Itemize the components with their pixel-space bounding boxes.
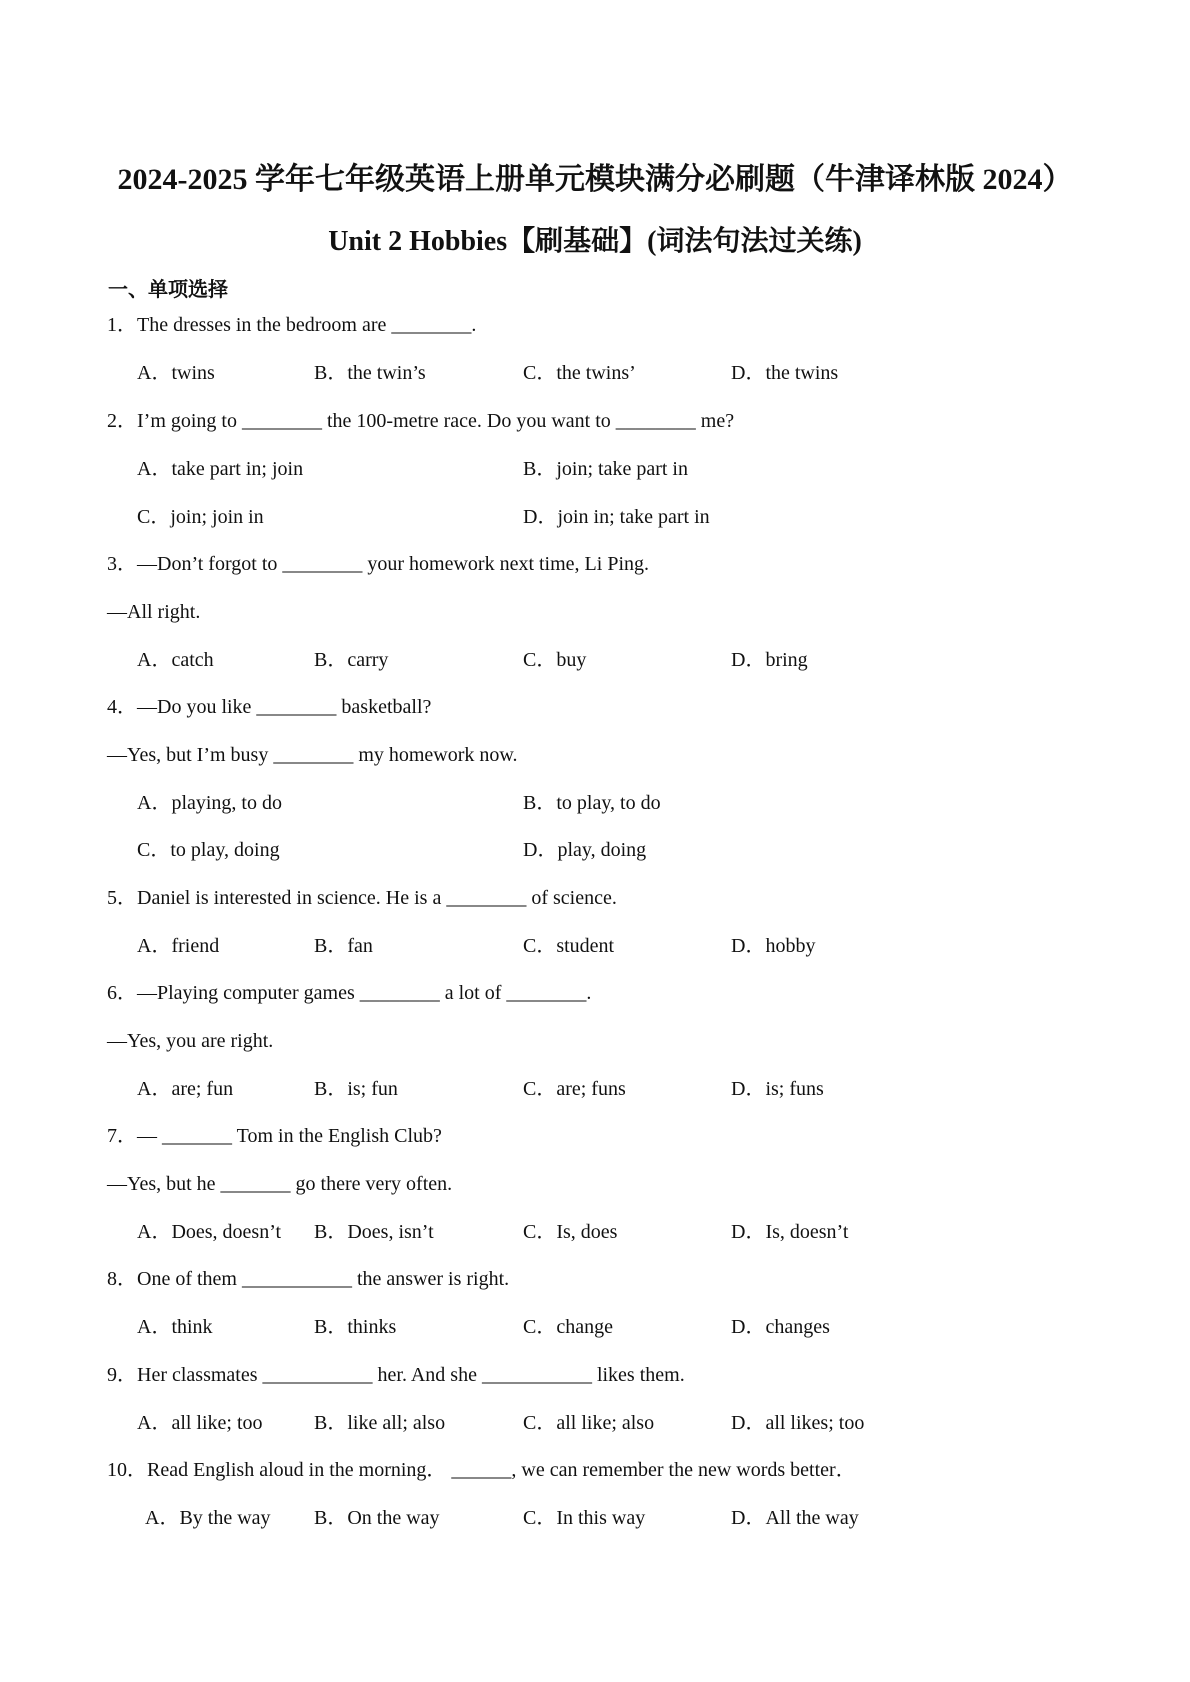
option-a[interactable]: A．are; fun xyxy=(137,1078,234,1100)
option-c[interactable]: C．student xyxy=(523,935,615,957)
option-d[interactable]: D．is; funs xyxy=(731,1078,824,1100)
question-stem: 1．The dresses in the bedroom are ________. xyxy=(107,314,477,336)
question-stem: 5．Daniel is interested in science. He is a ________ of science. xyxy=(107,887,617,909)
dialogue-reply: —All right. xyxy=(107,601,201,623)
option-c[interactable]: C．all like; also xyxy=(523,1412,655,1434)
option-b[interactable]: B．like all; also xyxy=(314,1412,446,1434)
option-b[interactable]: B．fan xyxy=(314,935,373,957)
option-a[interactable]: A．think xyxy=(137,1316,213,1338)
option-b[interactable]: B．thinks xyxy=(314,1316,397,1338)
option-c[interactable]: C．join; join in xyxy=(137,506,264,528)
option-b[interactable]: B．Does, isn’t xyxy=(314,1221,434,1243)
option-b[interactable]: B．On the way xyxy=(314,1507,440,1529)
option-d[interactable]: D．join in; take part in xyxy=(523,506,710,528)
option-a[interactable]: A．By the way xyxy=(145,1507,271,1529)
option-a[interactable]: A．Does, doesn’t xyxy=(137,1221,282,1243)
option-d[interactable]: D．play, doing xyxy=(523,839,647,861)
option-c[interactable]: C．the twins’ xyxy=(523,362,636,384)
option-d[interactable]: D．the twins xyxy=(731,362,839,384)
dialogue-reply: —Yes, but I’m busy ________ my homework now. xyxy=(107,744,518,766)
option-d[interactable]: D．hobby xyxy=(731,935,816,957)
option-d[interactable]: D．All the way xyxy=(731,1507,859,1529)
question-stem: 7．— _______ Tom in the English Club? xyxy=(107,1125,442,1147)
option-d[interactable]: D．bring xyxy=(731,649,808,671)
question-stem: 10．Read English aloud in the morning． ______, we can remember the new words better． xyxy=(107,1459,856,1481)
option-c[interactable]: C．Is, does xyxy=(523,1221,618,1243)
question-stem: 3．—Don’t forgot to ________ your homework next time, Li Ping. xyxy=(107,553,650,575)
question-stem: 8．One of them ___________ the answer is right. xyxy=(107,1268,510,1290)
section-heading: 一、单项选择 xyxy=(108,279,228,301)
option-c[interactable]: C．buy xyxy=(523,649,587,671)
option-c[interactable]: C．change xyxy=(523,1316,613,1338)
option-b[interactable]: B．the twin’s xyxy=(314,362,426,384)
option-a[interactable]: A．take part in; join xyxy=(137,458,304,480)
option-b[interactable]: B．join; take part in xyxy=(523,458,688,480)
option-d[interactable]: D．changes xyxy=(731,1316,830,1338)
option-b[interactable]: B．to play, to do xyxy=(523,792,661,814)
option-b[interactable]: B．carry xyxy=(314,649,389,671)
option-c[interactable]: C．In this way xyxy=(523,1507,646,1529)
document-subtitle: Unit 2 Hobbies【刷基础】(词法句法过关练) xyxy=(328,226,862,257)
option-a[interactable]: A．twins xyxy=(137,362,215,384)
option-b[interactable]: B．is; fun xyxy=(314,1078,398,1100)
question-stem: 2．I’m going to ________ the 100-metre race. Do you want to ________ me? xyxy=(107,410,735,432)
option-a[interactable]: A．all like; too xyxy=(137,1412,263,1434)
dialogue-reply: —Yes, but he _______ go there very often. xyxy=(107,1173,453,1195)
document-title: 2024-2025 学年七年级英语上册单元模块满分必刷题（牛津译林版 2024） xyxy=(117,163,1073,196)
option-a[interactable]: A．playing, to do xyxy=(137,792,282,814)
option-c[interactable]: C．to play, doing xyxy=(137,839,280,861)
option-a[interactable]: A．friend xyxy=(137,935,220,957)
question-stem: 6．—Playing computer games ________ a lot of ________. xyxy=(107,982,592,1004)
option-d[interactable]: D．Is, doesn’t xyxy=(731,1221,849,1243)
option-d[interactable]: D．all likes; too xyxy=(731,1412,865,1434)
question-stem: 4．—Do you like ________ basketball? xyxy=(107,696,432,718)
option-c[interactable]: C．are; funs xyxy=(523,1078,626,1100)
question-stem: 9．Her classmates ___________ her. And she ___________ likes them. xyxy=(107,1364,685,1386)
dialogue-reply: —Yes, you are right. xyxy=(107,1030,274,1052)
option-a[interactable]: A．catch xyxy=(137,649,214,671)
